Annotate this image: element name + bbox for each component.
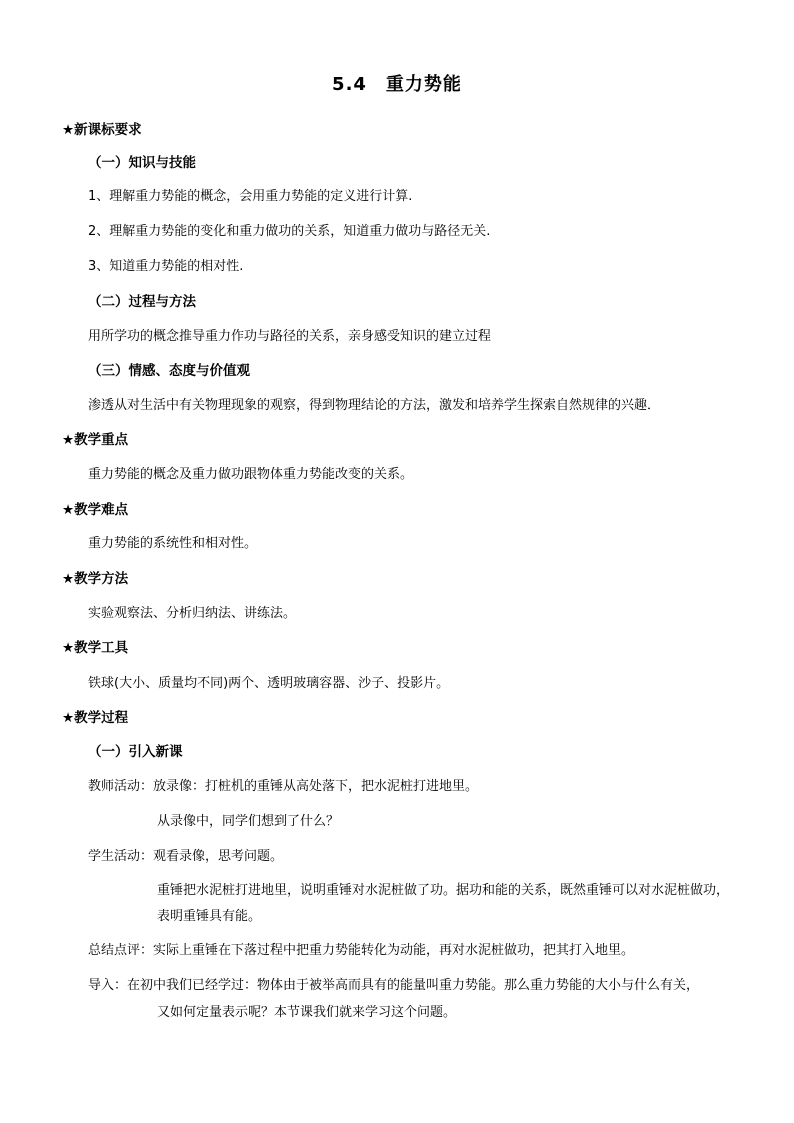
teacher-activity-question: 从录像中，同学们想到了什么？: [157, 814, 340, 829]
section-key-point: ★教学重点: [62, 432, 129, 448]
process-text: 用所学功的概念推导重力作功与路径的关系，亲身感受知识的建立过程: [88, 329, 492, 344]
key-point-text: 重力势能的概念及重力做功跟物体重力势能改变的关系。: [88, 467, 414, 482]
knowledge-item-2: 2、理解重力势能的变化和重力做功的关系，知道重力做功与路径无关.: [88, 224, 491, 239]
teacher-activity: 教师活动：放录像：打桩机的重锤从高处落下，把水泥桩打进地里。: [88, 779, 479, 794]
summary-comment: 总结点评：实际上重锤在下落过程中把重力势能转化为动能，再对水泥桩做功，把其打入地里。: [88, 943, 635, 958]
section-method: ★教学方法: [62, 571, 129, 587]
subsection-emotion: （三）情感、态度与价值观: [88, 363, 250, 379]
subsection-process: （二）过程与方法: [88, 294, 196, 310]
lead-in-text-continued: 又如何定量表示呢？本节课我们就来学习这个问题。: [157, 1005, 457, 1020]
subsection-intro: （一）引入新课: [88, 744, 183, 760]
student-activity-answer: 重锤把水泥桩打进地里，说明重锤对水泥桩做了功。据功和能的关系，既然重锤可以对水泥桩做功，表明重锤具有能。: [157, 883, 730, 924]
student-activity: 学生活动：观看录像，思考问题。: [88, 849, 284, 864]
knowledge-item-3: 3、知道重力势能的相对性.: [88, 259, 244, 274]
page-title: 5.4 重力势能: [332, 74, 462, 95]
knowledge-item-1: 1、理解重力势能的概念，会用重力势能的定义进行计算.: [88, 189, 413, 204]
method-text: 实验观察法、分析归纳法、讲练法。: [88, 606, 297, 621]
subsection-knowledge: （一）知识与技能: [88, 155, 196, 171]
tools-text: 铁球(大小、质量均不同)两个、透明玻璃容器、沙子、投影片。: [88, 676, 450, 691]
emotion-text: 渗透从对生活中有关物理现象的观察，得到物理结论的方法，激发和培养学生探索自然规律的兴趣．: [88, 398, 661, 413]
section-standards: ★新课标要求: [62, 122, 142, 138]
section-difficulty: ★教学难点: [62, 502, 129, 518]
difficulty-text: 重力势能的系统性和相对性。: [88, 536, 258, 551]
lead-in-text: 导入：在初中我们已经学过：物体由于被举高而具有的能量叫重力势能。那么重力势能的大小与什么有关，: [88, 978, 700, 993]
section-tools: ★教学工具: [62, 640, 129, 656]
section-procedure: ★教学过程: [62, 710, 129, 726]
